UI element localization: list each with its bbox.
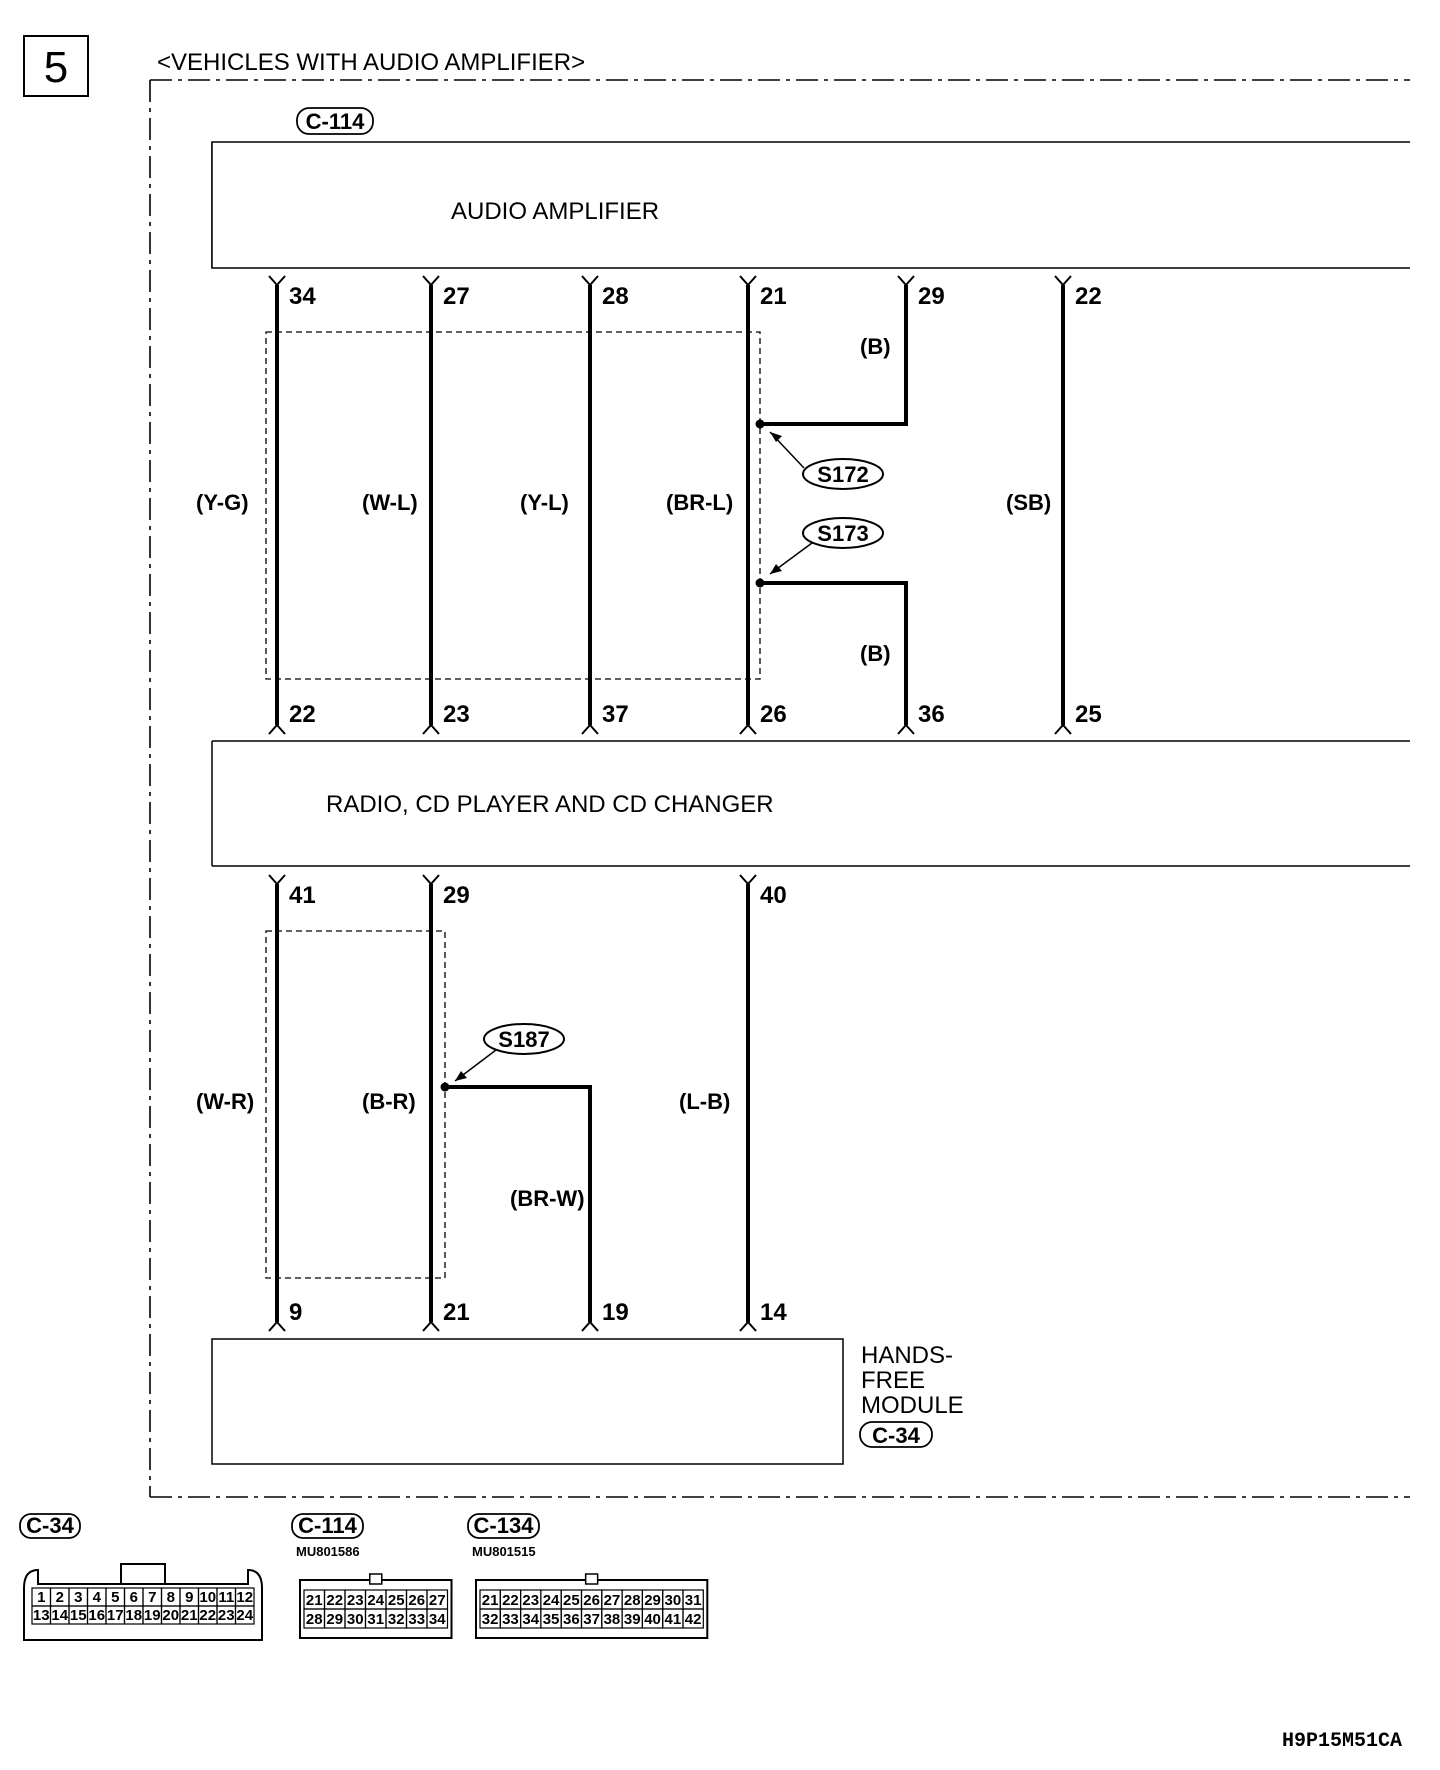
connector-pin-number: 29	[326, 1611, 344, 1628]
connector-pin-number: 32	[481, 1611, 499, 1628]
shield-box-lower	[266, 931, 445, 1278]
pin-label: 9	[289, 1299, 303, 1326]
upper-wire-4	[740, 276, 756, 734]
upper-wire-1	[269, 276, 285, 734]
section-title: <VEHICLES WITH AUDIO AMPLIFIER>	[157, 49, 586, 76]
connector-pin-number: 19	[143, 1607, 161, 1624]
connector-pin-number: 27	[603, 1592, 621, 1609]
connector-pin-number: 23	[522, 1592, 540, 1609]
pin-label: 14	[760, 1299, 787, 1326]
svg-text:S187: S187	[498, 1027, 550, 1052]
connector-views	[20, 1513, 707, 1640]
diagram-code: H9P15M51CA	[1281, 1730, 1402, 1753]
wire-color-label: (Y-G)	[196, 490, 249, 515]
connector-pin-number: 21	[305, 1592, 323, 1609]
connector-part-number: MU801515	[472, 1544, 536, 1559]
amplifier-connector-label: C-114	[305, 109, 365, 134]
connector-pin-number: 33	[502, 1611, 519, 1628]
connector-part-number: MU801586	[296, 1544, 360, 1559]
hands-free-connector-label: C-34	[872, 1423, 920, 1448]
connector-pin-number: 40	[644, 1611, 661, 1628]
splice-dot	[756, 420, 765, 429]
lower-wire-1	[269, 875, 285, 1331]
splice-dot	[756, 579, 765, 588]
connector-pin-number: 23	[346, 1592, 364, 1609]
pin-label: 25	[1075, 701, 1102, 728]
page-number: 5	[43, 43, 69, 92]
connector-pin-number: 24	[367, 1592, 385, 1609]
wire-color-label: (W-L)	[362, 490, 418, 515]
connector-pin-number: 41	[664, 1611, 682, 1628]
hands-free-module-box	[212, 1339, 843, 1464]
pin-label: 36	[918, 701, 945, 728]
connector-id: C-34	[26, 1513, 74, 1538]
radio-label: RADIO, CD PLAYER AND CD CHANGER	[326, 791, 774, 818]
upper-wire-6	[1055, 276, 1071, 734]
wire-color-label: (SB)	[1006, 490, 1052, 515]
wire-color-label: (Y-L)	[520, 490, 569, 515]
hands-free-label-line-1: HANDS-	[861, 1342, 954, 1369]
connector-pin-number: 13	[32, 1607, 50, 1624]
connector-latch	[586, 1574, 598, 1584]
connector-pin-number: 22	[199, 1607, 217, 1624]
connector-id: C-114	[298, 1513, 357, 1538]
wire-color-label: (W-R)	[196, 1089, 255, 1114]
connector-pin-number: 11	[218, 1589, 235, 1606]
pin-label: 29	[918, 283, 945, 310]
pin-label: 22	[289, 701, 316, 728]
wire-color-label: (L-B)	[679, 1089, 731, 1114]
connector-pin-number: 16	[88, 1607, 106, 1624]
connector-pin-number: 36	[563, 1611, 580, 1628]
svg-text:S173: S173	[817, 521, 869, 546]
wire-color-label: (B)	[860, 641, 891, 666]
wire-color-label: (BR-W)	[510, 1186, 585, 1211]
connector-pin-number: 12	[236, 1589, 254, 1606]
connector-latch	[370, 1574, 382, 1584]
connector-pin-number: 29	[644, 1592, 661, 1609]
splice-tag-s173	[770, 518, 883, 574]
pin-label: 34	[289, 283, 316, 310]
lower-wire-4	[740, 875, 756, 1331]
connector-pin-number: 3	[74, 1589, 83, 1606]
connector-pin-number: 1	[37, 1589, 46, 1606]
connector-pin-number: 22	[326, 1592, 344, 1609]
connector-pin-number: 18	[125, 1607, 143, 1624]
connector-pin-number: 2	[55, 1589, 64, 1606]
connector-pin-number: 28	[623, 1592, 641, 1609]
connector-pin-number: 42	[684, 1611, 702, 1628]
connector-pin-number: 26	[408, 1592, 426, 1609]
connector-pin-number: 21	[481, 1592, 499, 1609]
wire-color-label: (B-R)	[362, 1089, 416, 1114]
pin-label: 26	[760, 701, 787, 728]
hands-free-label-line-3: MODULE	[861, 1392, 964, 1419]
audio-amplifier-label: AUDIO AMPLIFIER	[451, 198, 660, 225]
connector-pin-number: 30	[664, 1592, 682, 1609]
connector-pin-number: 10	[199, 1589, 217, 1606]
connector-pin-number: 25	[387, 1592, 405, 1609]
connector-pin-number: 8	[166, 1589, 175, 1606]
splice-tag-s172	[770, 432, 883, 489]
connector-view-c-34	[20, 1513, 262, 1640]
connector-pin-number: 33	[408, 1611, 426, 1628]
connector-view-c-114	[292, 1513, 452, 1638]
upper-wire-2	[423, 276, 439, 734]
connector-view-c-134	[468, 1513, 707, 1638]
connector-pin-number: 24	[542, 1592, 560, 1609]
connector-pin-number: 7	[148, 1589, 157, 1606]
pin-label: 28	[602, 283, 629, 310]
connector-pin-number: 34	[428, 1611, 446, 1628]
connector-pin-number: 26	[583, 1592, 600, 1609]
connector-pin-number: 27	[428, 1592, 446, 1609]
pin-label: 29	[443, 882, 470, 909]
splice-tag-s187	[455, 1024, 564, 1081]
connector-pin-number: 38	[603, 1611, 621, 1628]
connector-pin-number: 4	[92, 1589, 101, 1606]
pin-label: 22	[1075, 283, 1102, 310]
upper-wire-5-ground	[760, 276, 914, 734]
connector-pin-number: 15	[69, 1607, 87, 1624]
connector-pin-number: 9	[185, 1589, 194, 1606]
wire-color-label: (BR-L)	[666, 490, 734, 515]
pin-label: 19	[602, 1299, 629, 1326]
connector-id: C-134	[473, 1513, 534, 1538]
connector-pin-number: 35	[542, 1611, 560, 1628]
pin-label: 37	[602, 701, 629, 728]
connector-pin-number: 30	[346, 1611, 364, 1628]
connector-pin-number: 5	[111, 1589, 120, 1606]
connector-pin-number: 25	[563, 1592, 580, 1609]
connector-pin-number: 22	[502, 1592, 519, 1609]
pin-label: 21	[760, 283, 787, 310]
pin-label: 21	[443, 1299, 470, 1326]
hands-free-label-line-2: FREE	[861, 1367, 926, 1394]
lower-wire-2	[423, 875, 439, 1331]
svg-text:S172: S172	[817, 462, 869, 487]
connector-pin-number: 6	[129, 1589, 138, 1606]
upper-wire-3	[582, 276, 598, 734]
connector-pin-number: 17	[106, 1607, 124, 1624]
connector-pin-number: 28	[305, 1611, 323, 1628]
connector-pin-number: 14	[51, 1607, 69, 1624]
splice-dot	[441, 1083, 450, 1092]
connector-pin-number: 31	[684, 1592, 702, 1609]
connector-pin-number: 20	[162, 1607, 180, 1624]
connector-pin-number: 37	[583, 1611, 600, 1628]
connector-pin-number: 34	[522, 1611, 540, 1628]
connector-pin-number: 23	[217, 1607, 235, 1624]
pin-label: 40	[760, 882, 787, 909]
connector-pin-number: 39	[623, 1611, 641, 1628]
connector-pin-number: 24	[236, 1607, 254, 1624]
connector-pin-number: 32	[387, 1611, 405, 1628]
pin-label: 23	[443, 701, 470, 728]
wire-color-label: (B)	[860, 334, 891, 359]
connector-latch	[121, 1564, 165, 1584]
pin-label: 27	[443, 283, 470, 310]
connector-pin-number: 31	[367, 1611, 385, 1628]
pin-label: 41	[289, 882, 316, 909]
connector-pin-number: 21	[180, 1607, 198, 1624]
